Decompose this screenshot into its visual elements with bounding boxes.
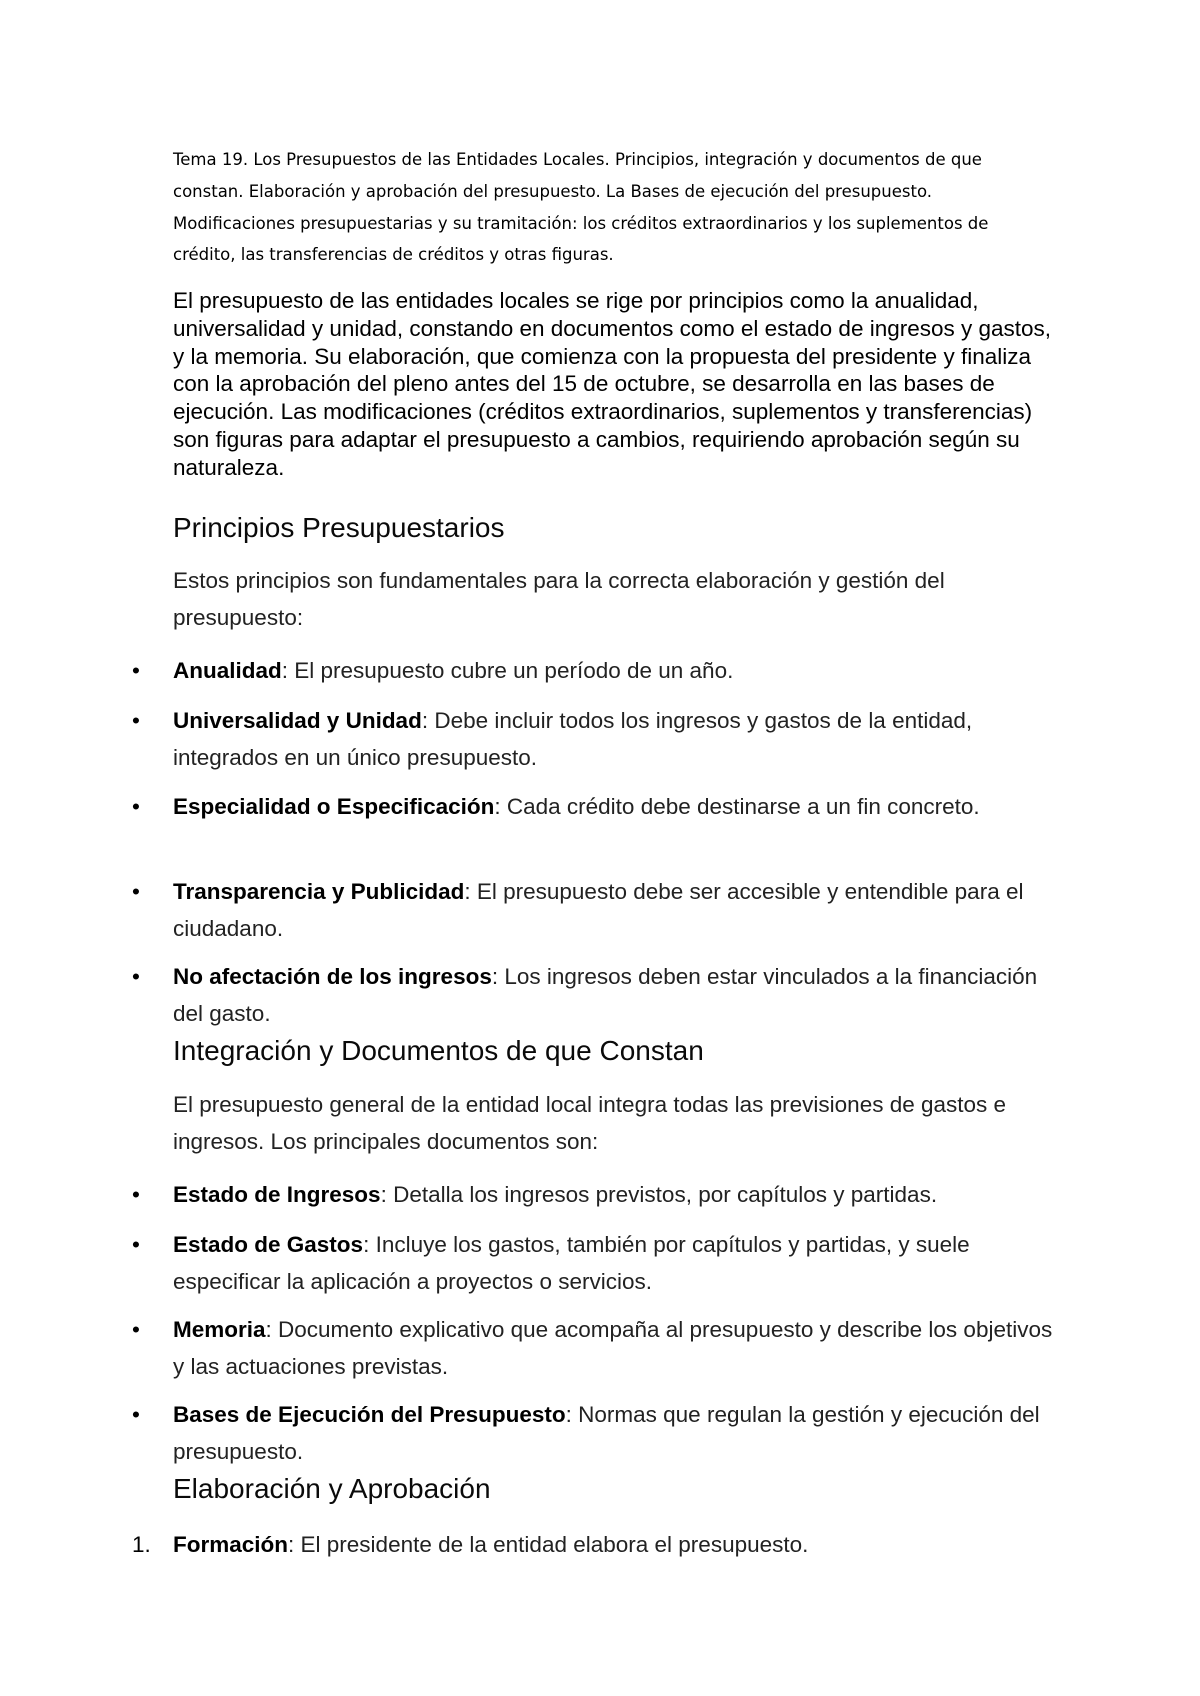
item-text: : El presidente de la entidad elabora el presupuesto. [288, 1532, 809, 1557]
bullet-marker: • [132, 879, 140, 904]
item-text: : Cada crédito debe destinarse a un fin concreto. [494, 794, 980, 819]
topic-heading: Tema 19. Los Presupuestos de las Entidades Locales. Principios, integración y documentos de que constan. Elaboración y aprobación del presupuesto. La Bases de ejecución del presupuesto. Modificaciones presupuestarias y su tramitación: los créditos extraordinarios y los suplementos de crédito, las transferencias de créditos y otras figuras. [173, 150, 989, 265]
item-term: Especialidad o Especificación [173, 794, 495, 819]
item-text: : El presupuesto cubre un período de un año. [281, 658, 734, 683]
item-term: No afectación de los ingresos [173, 964, 492, 989]
section-intro-integracion: El presupuesto general de la entidad local integra todas las previsiones de gastos e ingresos. Los principales documentos son: [173, 1092, 1007, 1154]
summary-paragraph: El presupuesto de las entidades locales se rige por principios como la anualidad, universalidad y unidad, constando en documentos como el estado de ingresos y gastos, y la memoria. Su elaboración, que comienza con la propuesta del presidente y finaliza con la aprobación del pleno antes del 15 de octubre, se desarrolla en las bases de ejecución. Las modificaciones (créditos extraordinarios, suplementos y transferencias) son figuras para adaptar el presupuesto a cambios, requiriendo aprobación según su naturaleza. [173, 288, 1052, 480]
number-marker: 1. [132, 1532, 151, 1557]
item-term: Formación [173, 1532, 289, 1557]
section-title-principios: Principios Presupuestarios [173, 512, 505, 543]
item-term: Bases de Ejecución del Presupuesto [173, 1402, 566, 1427]
bullet-marker: • [132, 658, 140, 683]
section-intro-principios: Estos principios son fundamentales para la correcta elaboración y gestión del presupuesto: [173, 568, 945, 630]
item-term: Anualidad [173, 658, 282, 683]
item-text: : El presupuesto debe ser accesible y entendible para el ciudadano. [173, 879, 1024, 941]
bullet-marker: • [132, 708, 140, 733]
bullet-marker: • [132, 794, 140, 819]
item-text: : Detalla los ingresos previstos, por capítulos y partidas. [380, 1182, 938, 1207]
item-text: : Documento explicativo que acompaña al presupuesto y describe los objetivos y las actuaciones previstas. [173, 1317, 1053, 1379]
bullet-marker: • [132, 1317, 140, 1342]
section-title-integracion: Integración y Documentos de que Constan [173, 1035, 704, 1066]
item-term: Universalidad y Unidad [173, 708, 422, 733]
item-term: Memoria [173, 1317, 266, 1342]
bullet-marker: • [132, 964, 140, 989]
bullet-marker: • [132, 1402, 140, 1427]
item-term: Estado de Ingresos [173, 1182, 381, 1207]
item-text: : Debe incluir todos los ingresos y gastos de la entidad, integrados en un único presupuesto. [173, 708, 973, 770]
item-term: Transparencia y Publicidad [173, 879, 465, 904]
item-term: Estado de Gastos [173, 1232, 364, 1257]
bullet-marker: • [132, 1232, 140, 1257]
item-text: : Los ingresos deben estar vinculados a la financiación del gasto. [173, 964, 1038, 1026]
section-title-elaboracion: Elaboración y Aprobación [173, 1473, 491, 1504]
item-text: : Incluye los gastos, también por capítulos y partidas, y suele especificar la aplicación a proyectos o servicios. [173, 1232, 970, 1294]
item-text: : Normas que regulan la gestión y ejecución del presupuesto. [173, 1402, 1040, 1464]
bullet-marker: • [132, 1182, 140, 1207]
